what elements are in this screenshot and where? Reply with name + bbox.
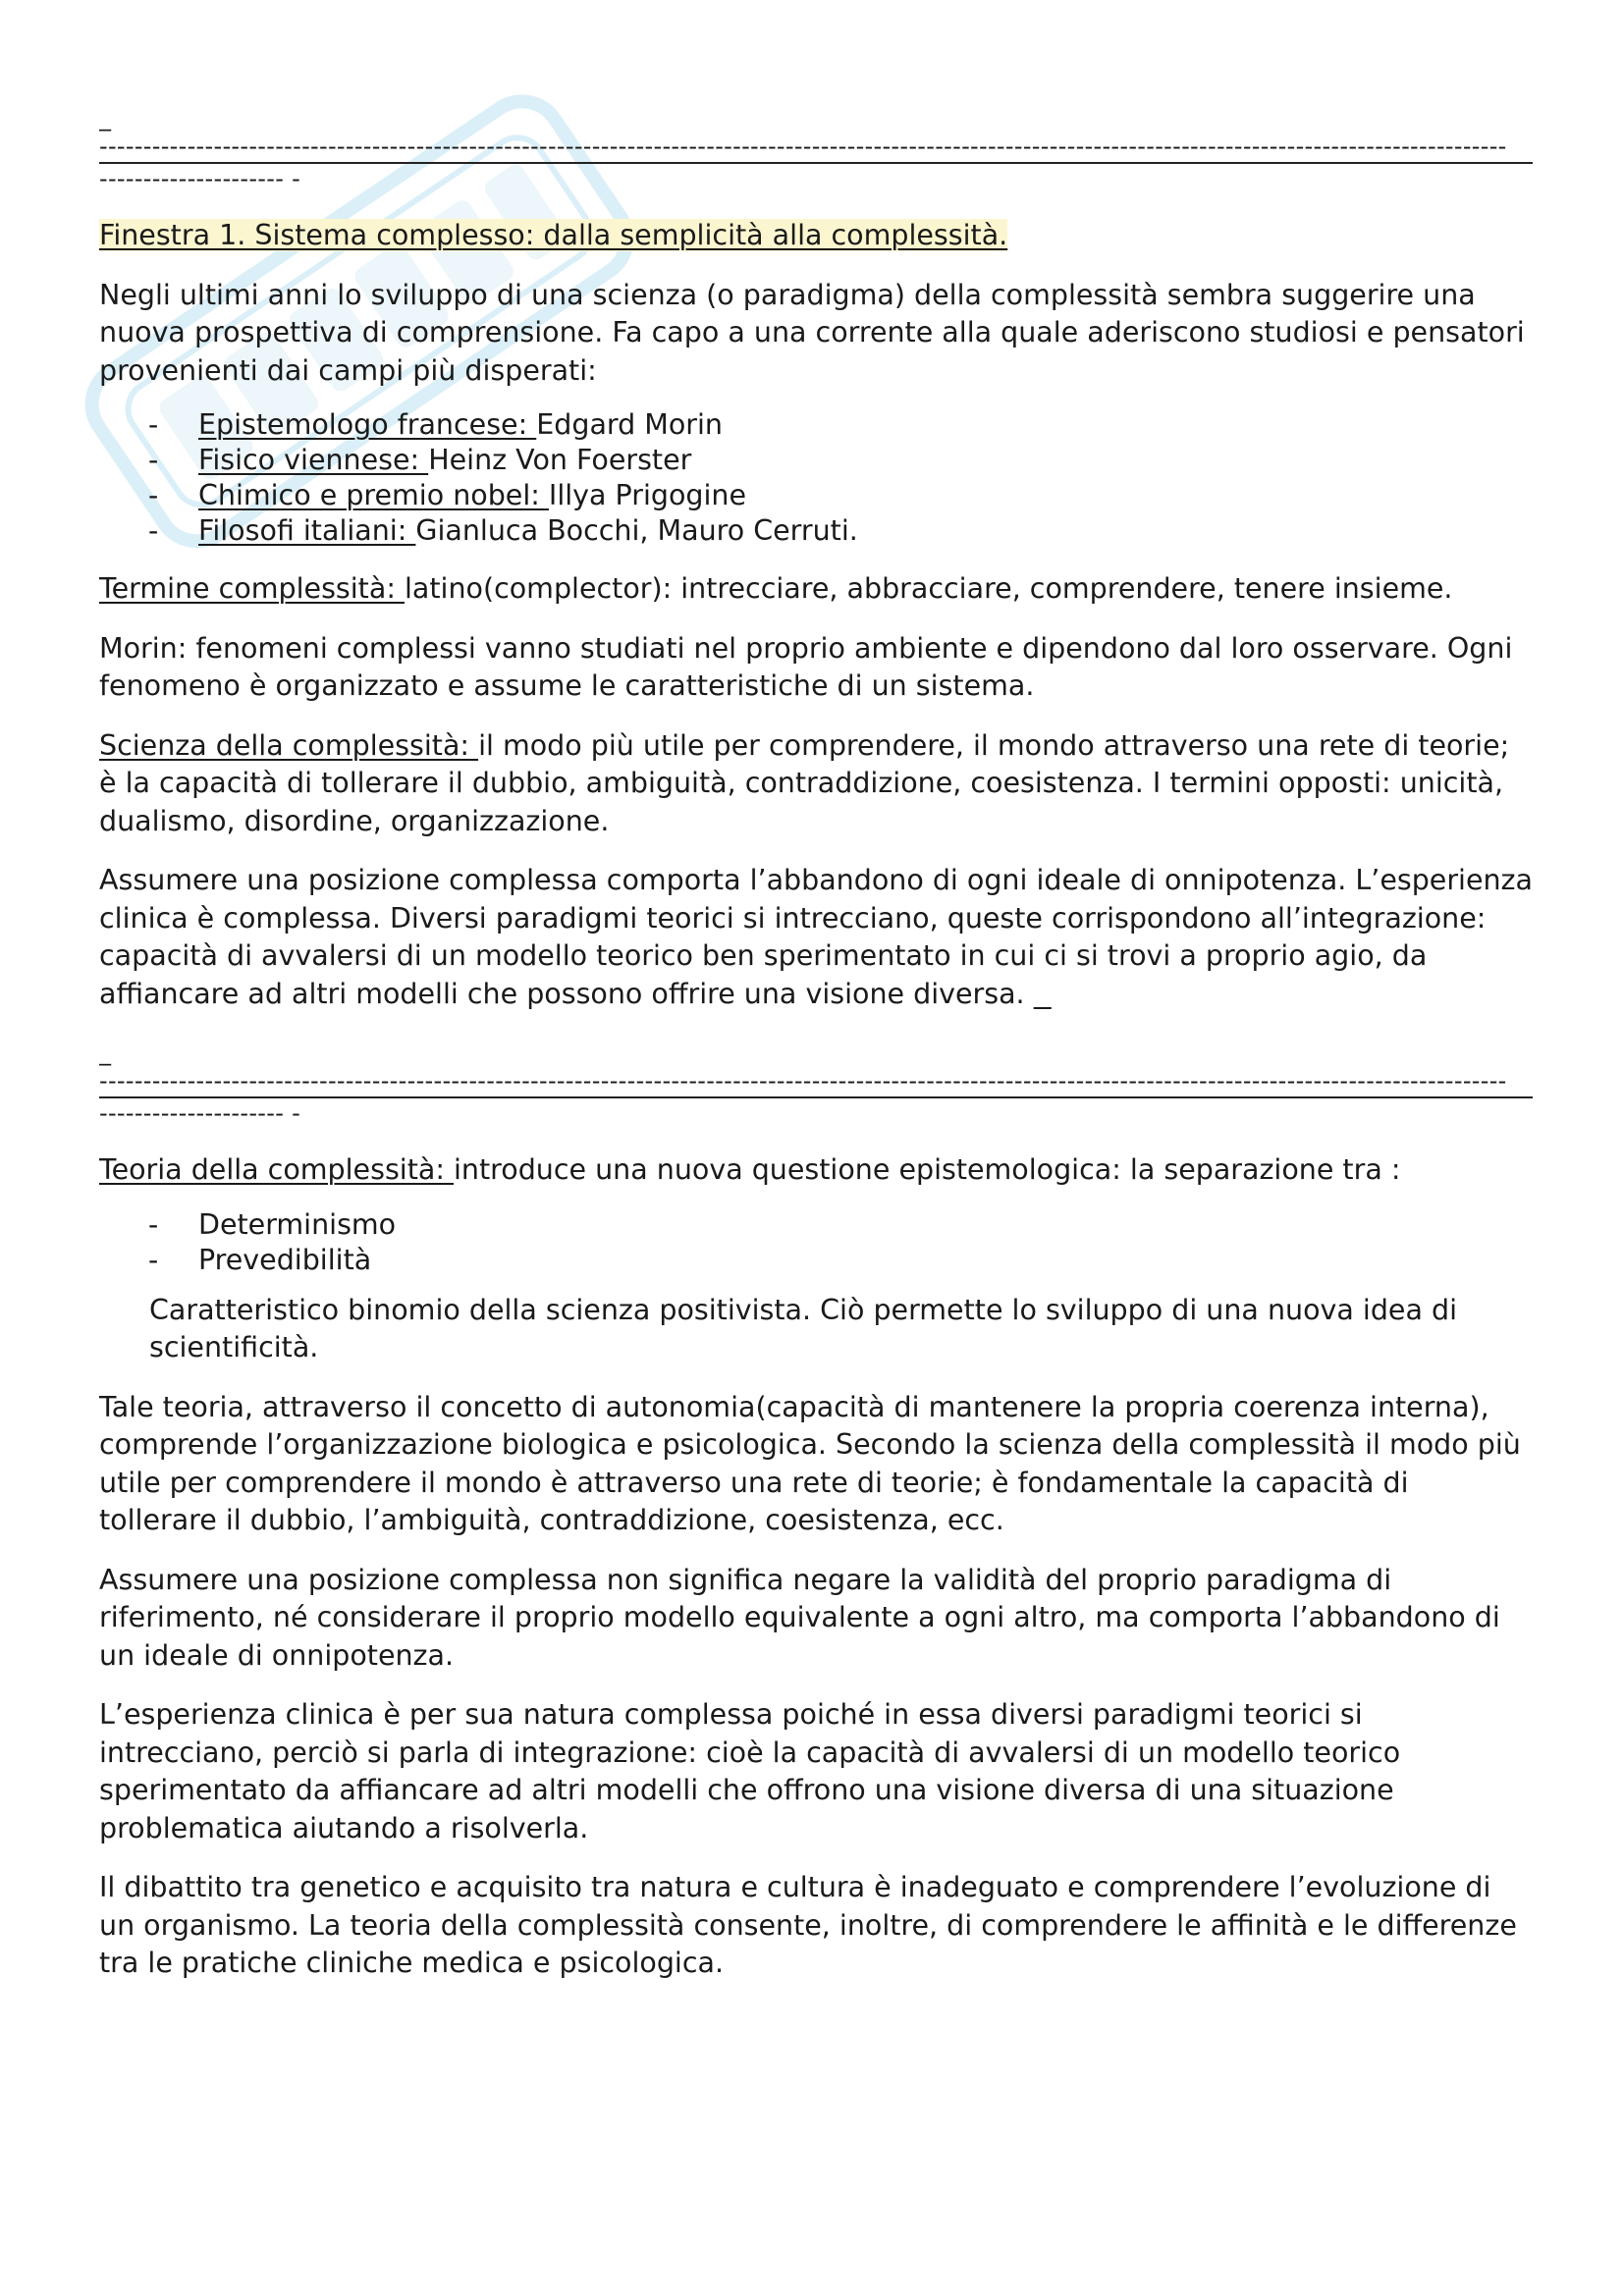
separator-line: ---------------------------------------------------------------------------------------------------------------------------------------------------------------- xyxy=(99,132,1533,164)
paragraph-autonomia: Tale teoria, attraverso il concetto di autonomia(capacità di mantenere la propria coerenza interna), comprende l’organizzazione biologica e psicologica. Secondo la scienza della complessità il modo più utile per comprendere il mondo è attraverso una rete di teorie; è fondamentale la capacità di tollerare il dubbio, l’ambiguità, contraddizione, coesistenza, ecc. xyxy=(99,1390,1521,1536)
separator-line: ---------------------------------------------------------------------------------------------------------------------------------------------------------------- xyxy=(99,1066,1533,1098)
authors-list xyxy=(99,407,1533,549)
separator-2 xyxy=(99,1042,1533,1128)
paragraph-esperienza: L’esperienza clinica è per sua natura complessa poiché in essa diversi paradigmi teorici si intrecciano, perciò si parla di integrazione: cioè la capacità di avvalersi di un modello teorico sperimentato da affiancare ad altri modelli che offrono una visione diversa di una situazione problematica aiutando a risolverla. xyxy=(99,1698,1401,1844)
list-item: - Epistemologo francese: Edgard Morin xyxy=(148,407,1533,443)
separator-line-end: --------------------- - xyxy=(99,1099,301,1127)
intro-paragraph: Negli ultimi anni lo sviluppo di una scienza (o paradigma) della complessità sembra suggerire una nuova prospettiva di comprensione. Fa capo a una corrente alla quale aderiscono studiosi e pensatori provenienti dai campi più disperati: xyxy=(99,278,1525,387)
paragraph-dibattito: Il dibattito tra genetico e acquisito tra natura e cultura è inadeguato e comprendere l’evoluzione di un organismo. La teoria della complessità consente, inoltre, di comprendere le affinità e le differenze tra le pratiche cliniche medica e psicologica. xyxy=(99,1871,1517,1979)
separator-1 xyxy=(99,108,1533,193)
section-title: Finestra 1. Sistema complesso: dalla semplicità alla complessità. xyxy=(99,219,1008,251)
document-content xyxy=(99,108,1533,2004)
separator-mark: _ xyxy=(99,1042,112,1066)
indent-paragraph: Caratteristico binomio della scienza positivista. Ciò permette lo sviluppo di una nuova idea di scientificità. xyxy=(149,1293,1457,1363)
paragraph-posizione: Assumere una posizione complessa non significa negare la validità del proprio paradigma di riferimento, né considerare il proprio modello equivalente a ogni altro, ma comporta l’abbandono di un ideale di onnipotenza. xyxy=(99,1563,1500,1672)
separator-line-end: --------------------- - xyxy=(99,165,301,192)
binomio-list xyxy=(99,1207,1533,1278)
list-item: - Determinismo xyxy=(148,1207,1533,1243)
teoria-paragraph: Teoria della complessità: introduce una nuova questione epistemologica: la separazione tra : xyxy=(99,1153,1401,1186)
morin-paragraph: Morin: fenomeni complessi vanno studiati nel proprio ambiente e dipendono dal loro osservare. Ogni fenomeno è organizzato e assume le caratteristiche di un sistema. xyxy=(99,631,1513,702)
list-item: - Prevedibilità xyxy=(148,1243,1533,1278)
list-item: - Filosofi italiani: Gianluca Bocchi, Mauro Cerruti. xyxy=(148,513,1533,549)
separator-mark: _ xyxy=(99,108,112,132)
assumere-paragraph: Assumere una posizione complessa comporta l’abbandono di ogni ideale di onnipotenza. L’esperienza clinica è complessa. Diversi paradigmi teorici si intrecciano, queste corrispondono all’integrazione: capacità di avvalersi di un modello teorico ben sperimentato in cui ci si trovi a proprio agio, da affiancare ad altri modelli che possono offrire una visione diversa. xyxy=(99,864,1533,1010)
termine-paragraph: Termine complessità: latino(complector): intrecciare, abbracciare, comprendere, tenere insieme. xyxy=(99,572,1453,605)
list-item: - Fisico viennese: Heinz Von Foerster xyxy=(148,443,1533,478)
list-item: - Chimico e premio nobel: Illya Prigogine xyxy=(148,478,1533,513)
scienza-paragraph: Scienza della complessità: il modo più utile per comprendere, il mondo attraverso una rete di teorie; è la capacità di tollerare il dubbio, ambiguità, contraddizione, coesistenza. I termini opposti: unicità, dualismo, disordine, organizzazione. xyxy=(99,728,1510,837)
